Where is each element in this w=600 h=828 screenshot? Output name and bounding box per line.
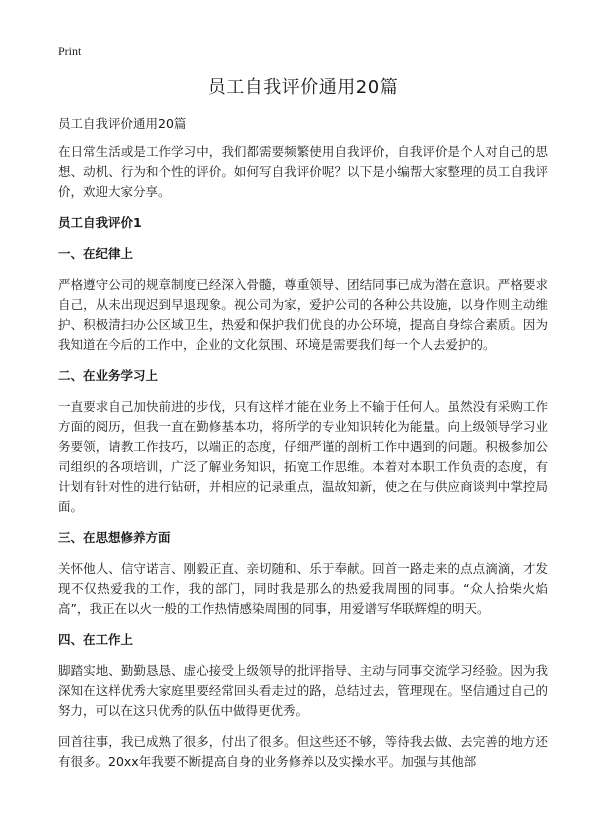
document-title: 员工自我评价通用20篇 — [207, 77, 399, 98]
document-page — [58, 74, 548, 783]
intro-paragraph: 在日常生活或是工作学习中，我们都需要频繁使用自我评价，自我评价是个人对自己的思想、动机、行为和个性的评价。如何写自我评价呢？以下是小编帮大家整理的员工自我评价，欢迎大家分享。 — [58, 144, 548, 199]
section-paragraph-work-2: 回首往事，我已成熟了很多，付出了很多。但这些还不够，等待我去做、去完善的地方还有很多。20xx年我要不断提高自身的业务修养以及实操水平。加强与其他部 — [58, 734, 548, 769]
section-paragraph-discipline: 严格遵守公司的规章制度已经深入骨髓，尊重领导、团结同事已成为潜在意识。严格要求自己，从未出现迟到早退现象。视公司为家，爱护公司的各种公共设施，以身作则主动维护、积极清扫办公区域卫生，热爱和保护我们优良的办公环境，提高自身综合素质。因为我知道在今后的工作中，企业的文化氛围、环境是需要我们每一个人去爱护的。 — [58, 277, 548, 352]
section-paragraph-business-study: 一直要求自己加快前进的步伐，只有这样才能在业务上不输于任何人。虽然没有采购工作方面的阅历，但我一直在勤修基本功，将所学的专业知识转化为能量。向上级领导学习业务要领，请教工作技巧，以端正的态度，仔细严谨的剖析工作中遇到的问题。积极参加公司组织的各项培训，广泛了解业务知识，拓宽工作思维。本着对本职工作负责的态度，有计划有针对性的进行钻研，并相应的记录重点，温故知新，使之在与供应商谈判中掌控局面。 — [58, 399, 548, 514]
article-heading: 员工自我评价1 — [58, 215, 142, 230]
print-link[interactable]: Print — [58, 44, 82, 58]
section-heading-discipline: 一、在纪律上 — [58, 246, 134, 261]
section-paragraph-ideology: 关怀他人、信守诺言、刚毅正直、亲切随和、乐于奉献。回首一路走来的点点滴滴，才发现不仅热爱我的工作，我的部门，同时我是那么的热爱我周围的同事。“众人拾柴火焰高”，我正在以火一般的工作热情感染周围的同事，用爱谱写华联辉煌的明天。 — [58, 561, 548, 616]
document-subtitle: 员工自我评价通用20篇 — [58, 116, 187, 131]
section-heading-work: 四、在工作上 — [58, 632, 134, 647]
section-paragraph-work-1: 脚踏实地、勤勤恳恳、虚心接受上级领导的批评指导、主动与同事交流学习经验。因为我深知在这样优秀大家庭里要经常回头看走过的路，总结过去，管理现在。坚信通过自己的努力，可以在这只优秀的队伍中做得更优秀。 — [58, 663, 548, 718]
section-heading-ideology: 三、在思想修养方面 — [58, 530, 171, 545]
section-heading-business-study: 二、在业务学习上 — [58, 368, 159, 383]
